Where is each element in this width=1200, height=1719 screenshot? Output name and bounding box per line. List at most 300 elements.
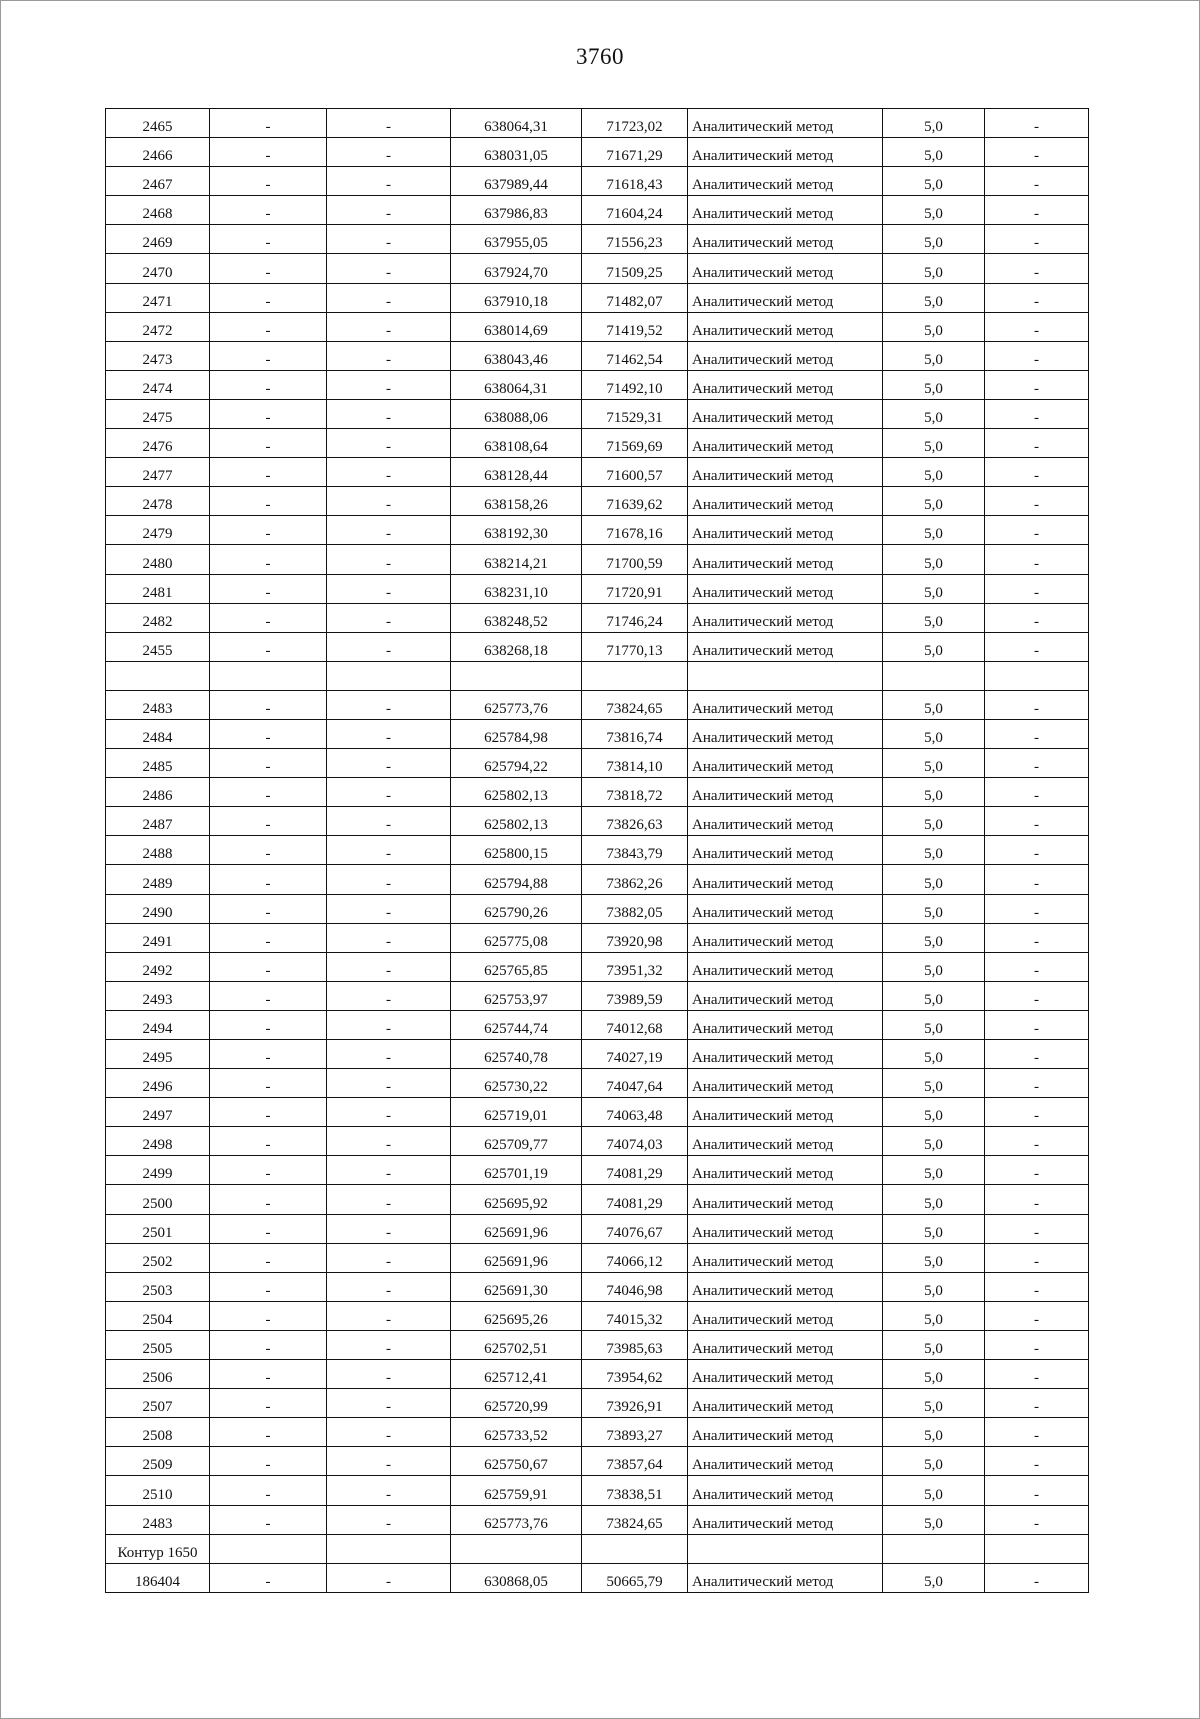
method-cell: Аналитический метод: [688, 167, 883, 196]
method-cell: Аналитический метод: [688, 807, 883, 836]
column-2-cell: -: [210, 487, 327, 516]
point-number-cell: 2500: [106, 1185, 210, 1214]
accuracy-cell: 5,0: [883, 109, 985, 138]
point-number-cell: 2490: [106, 894, 210, 923]
column-8-cell: -: [985, 1330, 1089, 1359]
table-row: [106, 1127, 1089, 1156]
accuracy-cell: 5,0: [883, 1243, 985, 1272]
x-coordinate-cell: 638108,64: [451, 429, 582, 458]
table-row: [106, 487, 1089, 516]
column-3-cell: -: [327, 923, 451, 952]
y-coordinate-cell: 71671,29: [582, 138, 688, 167]
table-row: [106, 1185, 1089, 1214]
accuracy-cell: 5,0: [883, 749, 985, 778]
method-cell: Аналитический метод: [688, 1476, 883, 1505]
column-2-cell: -: [210, 603, 327, 632]
y-coordinate-cell: 71600,57: [582, 458, 688, 487]
x-coordinate-cell: 638231,10: [451, 574, 582, 603]
method-cell: Аналитический метод: [688, 574, 883, 603]
accuracy-cell: 5,0: [883, 341, 985, 370]
table-row: [106, 283, 1089, 312]
column-2-cell: -: [210, 1069, 327, 1098]
point-number-cell: 2477: [106, 458, 210, 487]
method-cell: [688, 661, 883, 690]
column-2-cell: -: [210, 1360, 327, 1389]
x-coordinate-cell: 625719,01: [451, 1098, 582, 1127]
column-2-cell: -: [210, 1185, 327, 1214]
method-cell: Аналитический метод: [688, 1040, 883, 1069]
table-row: [106, 370, 1089, 399]
point-number-cell: 2510: [106, 1476, 210, 1505]
x-coordinate-cell: 638268,18: [451, 632, 582, 661]
point-number-cell: 2474: [106, 370, 210, 399]
point-number-cell: 2466: [106, 138, 210, 167]
method-cell: Аналитический метод: [688, 225, 883, 254]
column-8-cell: -: [985, 1185, 1089, 1214]
x-coordinate-cell: 625794,22: [451, 749, 582, 778]
method-cell: Аналитический метод: [688, 1098, 883, 1127]
x-coordinate-cell: 638064,31: [451, 109, 582, 138]
table-row: [106, 632, 1089, 661]
x-coordinate-cell: 625784,98: [451, 719, 582, 748]
x-coordinate-cell: 625794,88: [451, 865, 582, 894]
point-number-cell: 2486: [106, 778, 210, 807]
y-coordinate-cell: 73920,98: [582, 923, 688, 952]
column-3-cell: -: [327, 1214, 451, 1243]
column-3-cell: -: [327, 1185, 451, 1214]
column-3-cell: -: [327, 690, 451, 719]
point-number-cell: 2484: [106, 719, 210, 748]
x-coordinate-cell: 638248,52: [451, 603, 582, 632]
column-8-cell: -: [985, 778, 1089, 807]
method-cell: Аналитический метод: [688, 1563, 883, 1592]
y-coordinate-cell: 71720,91: [582, 574, 688, 603]
x-coordinate-cell: 637989,44: [451, 167, 582, 196]
table-row: [106, 981, 1089, 1010]
point-number-cell: 2465: [106, 109, 210, 138]
table-row: [106, 458, 1089, 487]
y-coordinate-cell: 71509,25: [582, 254, 688, 283]
point-number-cell: 2485: [106, 749, 210, 778]
column-2-cell: -: [210, 196, 327, 225]
x-coordinate-cell: 625802,13: [451, 778, 582, 807]
accuracy-cell: 5,0: [883, 283, 985, 312]
y-coordinate-cell: 74076,67: [582, 1214, 688, 1243]
column-3-cell: -: [327, 952, 451, 981]
column-2-cell: -: [210, 1010, 327, 1039]
point-number-cell: 2473: [106, 341, 210, 370]
point-number-cell: 2483: [106, 690, 210, 719]
column-2-cell: -: [210, 923, 327, 952]
x-coordinate-cell: 638128,44: [451, 458, 582, 487]
y-coordinate-cell: 73824,65: [582, 1505, 688, 1534]
column-2-cell: -: [210, 574, 327, 603]
column-8-cell: -: [985, 254, 1089, 283]
coordinates-table-body: [106, 109, 1089, 1593]
x-coordinate-cell: 625753,97: [451, 981, 582, 1010]
method-cell: Аналитический метод: [688, 1156, 883, 1185]
x-coordinate-cell: 625691,96: [451, 1243, 582, 1272]
column-3-cell: -: [327, 574, 451, 603]
x-coordinate-cell: 625695,26: [451, 1301, 582, 1330]
column-8-cell: -: [985, 429, 1089, 458]
point-number-cell: 2503: [106, 1272, 210, 1301]
method-cell: Аналитический метод: [688, 1214, 883, 1243]
accuracy-cell: 5,0: [883, 603, 985, 632]
column-8-cell: -: [985, 1505, 1089, 1534]
point-number-cell: 2502: [106, 1243, 210, 1272]
y-coordinate-cell: 73814,10: [582, 749, 688, 778]
column-3-cell: -: [327, 1272, 451, 1301]
column-2-cell: -: [210, 1127, 327, 1156]
column-2-cell: [210, 661, 327, 690]
y-coordinate-cell: 71746,24: [582, 603, 688, 632]
method-cell: Аналитический метод: [688, 1360, 883, 1389]
accuracy-cell: 5,0: [883, 1563, 985, 1592]
table-row: [106, 1214, 1089, 1243]
column-8-cell: -: [985, 836, 1089, 865]
x-coordinate-cell: 625730,22: [451, 1069, 582, 1098]
method-cell: Аналитический метод: [688, 1330, 883, 1359]
column-3-cell: -: [327, 1418, 451, 1447]
table-row: [106, 1360, 1089, 1389]
y-coordinate-cell: 73838,51: [582, 1476, 688, 1505]
column-2-cell: -: [210, 1156, 327, 1185]
table-row: [106, 1389, 1089, 1418]
column-3-cell: -: [327, 109, 451, 138]
point-number-cell: 2498: [106, 1127, 210, 1156]
method-cell: Аналитический метод: [688, 516, 883, 545]
method-cell: Аналитический метод: [688, 1069, 883, 1098]
y-coordinate-cell: 74066,12: [582, 1243, 688, 1272]
accuracy-cell: 5,0: [883, 1214, 985, 1243]
column-2-cell: -: [210, 1272, 327, 1301]
point-number-cell: 2475: [106, 399, 210, 428]
column-3-cell: -: [327, 196, 451, 225]
point-number-cell: 2488: [106, 836, 210, 865]
column-3-cell: -: [327, 1360, 451, 1389]
column-2-cell: -: [210, 952, 327, 981]
column-3-cell: -: [327, 1010, 451, 1039]
table-row: [106, 254, 1089, 283]
accuracy-cell: 5,0: [883, 632, 985, 661]
accuracy-cell: 5,0: [883, 952, 985, 981]
column-2-cell: -: [210, 545, 327, 574]
y-coordinate-cell: 71529,31: [582, 399, 688, 428]
y-coordinate-cell: 73893,27: [582, 1418, 688, 1447]
y-coordinate-cell: 74012,68: [582, 1010, 688, 1039]
point-number-cell: 2506: [106, 1360, 210, 1389]
x-coordinate-cell: 638158,26: [451, 487, 582, 516]
table-row: [106, 923, 1089, 952]
column-2-cell: -: [210, 1447, 327, 1476]
column-8-cell: -: [985, 283, 1089, 312]
y-coordinate-cell: 71723,02: [582, 109, 688, 138]
table-row: [106, 196, 1089, 225]
x-coordinate-cell: 625744,74: [451, 1010, 582, 1039]
column-8-cell: -: [985, 865, 1089, 894]
column-8-cell: -: [985, 370, 1089, 399]
y-coordinate-cell: 73862,26: [582, 865, 688, 894]
accuracy-cell: 5,0: [883, 1330, 985, 1359]
y-coordinate-cell: 74074,03: [582, 1127, 688, 1156]
column-2-cell: -: [210, 778, 327, 807]
column-2-cell: -: [210, 312, 327, 341]
column-3-cell: -: [327, 341, 451, 370]
x-coordinate-cell: 638064,31: [451, 370, 582, 399]
column-2-cell: -: [210, 341, 327, 370]
column-2-cell: -: [210, 1476, 327, 1505]
column-8-cell: -: [985, 1069, 1089, 1098]
column-2-cell: -: [210, 254, 327, 283]
method-cell: Аналитический метод: [688, 138, 883, 167]
method-cell: Аналитический метод: [688, 894, 883, 923]
accuracy-cell: 5,0: [883, 1360, 985, 1389]
column-3-cell: -: [327, 1447, 451, 1476]
column-2-cell: -: [210, 1418, 327, 1447]
column-2-cell: -: [210, 1040, 327, 1069]
column-8-cell: -: [985, 1214, 1089, 1243]
column-3-cell: -: [327, 254, 451, 283]
point-number-cell: 2491: [106, 923, 210, 952]
table-row: [106, 516, 1089, 545]
y-coordinate-cell: 71556,23: [582, 225, 688, 254]
column-8-cell: -: [985, 458, 1089, 487]
method-cell: Аналитический метод: [688, 1418, 883, 1447]
method-cell: Аналитический метод: [688, 1010, 883, 1039]
column-3-cell: [327, 661, 451, 690]
column-2-cell: -: [210, 1330, 327, 1359]
table-row: [106, 574, 1089, 603]
column-2-cell: -: [210, 429, 327, 458]
column-8-cell: -: [985, 1447, 1089, 1476]
column-3-cell: -: [327, 807, 451, 836]
column-2-cell: -: [210, 865, 327, 894]
column-3-cell: -: [327, 1563, 451, 1592]
table-row: [106, 1418, 1089, 1447]
column-8-cell: -: [985, 952, 1089, 981]
x-coordinate-cell: 637955,05: [451, 225, 582, 254]
x-coordinate-cell: 625691,30: [451, 1272, 582, 1301]
column-8-cell: -: [985, 516, 1089, 545]
column-2-cell: -: [210, 1098, 327, 1127]
y-coordinate-cell: [582, 661, 688, 690]
column-3-cell: -: [327, 1098, 451, 1127]
accuracy-cell: 5,0: [883, 1185, 985, 1214]
y-coordinate-cell: 71462,54: [582, 341, 688, 370]
method-cell: Аналитический метод: [688, 981, 883, 1010]
column-2-cell: -: [210, 719, 327, 748]
accuracy-cell: 5,0: [883, 1389, 985, 1418]
column-3-cell: -: [327, 603, 451, 632]
table-row: [106, 865, 1089, 894]
accuracy-cell: 5,0: [883, 574, 985, 603]
column-8-cell: -: [985, 1040, 1089, 1069]
column-8-cell: -: [985, 1010, 1089, 1039]
x-coordinate-cell: 638088,06: [451, 399, 582, 428]
method-cell: Аналитический метод: [688, 923, 883, 952]
accuracy-cell: 5,0: [883, 312, 985, 341]
column-3-cell: [327, 1534, 451, 1563]
column-3-cell: -: [327, 1069, 451, 1098]
x-coordinate-cell: 637910,18: [451, 283, 582, 312]
y-coordinate-cell: 71419,52: [582, 312, 688, 341]
column-8-cell: -: [985, 545, 1089, 574]
table-row: [106, 1330, 1089, 1359]
column-8-cell: -: [985, 1476, 1089, 1505]
method-cell: Аналитический метод: [688, 1272, 883, 1301]
point-number-cell: 2497: [106, 1098, 210, 1127]
accuracy-cell: 5,0: [883, 399, 985, 428]
column-8-cell: -: [985, 487, 1089, 516]
method-cell: Аналитический метод: [688, 487, 883, 516]
column-2-cell: -: [210, 632, 327, 661]
accuracy-cell: 5,0: [883, 1040, 985, 1069]
accuracy-cell: 5,0: [883, 865, 985, 894]
accuracy-cell: 5,0: [883, 719, 985, 748]
x-coordinate-cell: 630868,05: [451, 1563, 582, 1592]
point-number-cell: 2469: [106, 225, 210, 254]
x-coordinate-cell: 625691,96: [451, 1214, 582, 1243]
accuracy-cell: 5,0: [883, 1127, 985, 1156]
column-2-cell: -: [210, 836, 327, 865]
y-coordinate-cell: 73951,32: [582, 952, 688, 981]
y-coordinate-cell: 71618,43: [582, 167, 688, 196]
x-coordinate-cell: 625775,08: [451, 923, 582, 952]
table-row: [106, 1563, 1089, 1592]
x-coordinate-cell: 638214,21: [451, 545, 582, 574]
y-coordinate-cell: 50665,79: [582, 1563, 688, 1592]
y-coordinate-cell: 74046,98: [582, 1272, 688, 1301]
table-row: [106, 545, 1089, 574]
point-number-cell: 2505: [106, 1330, 210, 1359]
y-coordinate-cell: 74027,19: [582, 1040, 688, 1069]
column-2-cell: -: [210, 109, 327, 138]
column-8-cell: -: [985, 109, 1089, 138]
point-number-cell: 2504: [106, 1301, 210, 1330]
accuracy-cell: 5,0: [883, 1505, 985, 1534]
table-row: [106, 1447, 1089, 1476]
point-number-cell: 2467: [106, 167, 210, 196]
column-3-cell: -: [327, 429, 451, 458]
point-number-cell: 2479: [106, 516, 210, 545]
accuracy-cell: 5,0: [883, 458, 985, 487]
point-number-cell: 2476: [106, 429, 210, 458]
column-3-cell: -: [327, 632, 451, 661]
accuracy-cell: [883, 1534, 985, 1563]
table-row: [106, 719, 1089, 748]
method-cell: Аналитический метод: [688, 836, 883, 865]
column-2-cell: -: [210, 458, 327, 487]
x-coordinate-cell: 638043,46: [451, 341, 582, 370]
column-3-cell: -: [327, 865, 451, 894]
x-coordinate-cell: 625773,76: [451, 1505, 582, 1534]
table-row: [106, 429, 1089, 458]
y-coordinate-cell: 74063,48: [582, 1098, 688, 1127]
column-3-cell: -: [327, 399, 451, 428]
column-8-cell: -: [985, 225, 1089, 254]
y-coordinate-cell: 74081,29: [582, 1156, 688, 1185]
table-row: [106, 1010, 1089, 1039]
table-row: [106, 603, 1089, 632]
table-row: [106, 894, 1089, 923]
accuracy-cell: 5,0: [883, 1418, 985, 1447]
method-cell: Аналитический метод: [688, 370, 883, 399]
method-cell: Аналитический метод: [688, 109, 883, 138]
method-cell: Аналитический метод: [688, 545, 883, 574]
x-coordinate-cell: 638031,05: [451, 138, 582, 167]
column-8-cell: -: [985, 167, 1089, 196]
accuracy-cell: 5,0: [883, 807, 985, 836]
x-coordinate-cell: 638014,69: [451, 312, 582, 341]
column-8-cell: -: [985, 981, 1089, 1010]
column-2-cell: [210, 1534, 327, 1563]
accuracy-cell: 5,0: [883, 225, 985, 254]
y-coordinate-cell: [582, 1534, 688, 1563]
column-8-cell: -: [985, 749, 1089, 778]
column-3-cell: -: [327, 778, 451, 807]
accuracy-cell: 5,0: [883, 1476, 985, 1505]
column-8-cell: [985, 661, 1089, 690]
accuracy-cell: 5,0: [883, 487, 985, 516]
accuracy-cell: 5,0: [883, 1272, 985, 1301]
y-coordinate-cell: 73954,62: [582, 1360, 688, 1389]
x-coordinate-cell: [451, 661, 582, 690]
column-8-cell: -: [985, 399, 1089, 428]
method-cell: Аналитический метод: [688, 458, 883, 487]
point-number-cell: [106, 661, 210, 690]
column-8-cell: -: [985, 341, 1089, 370]
y-coordinate-cell: 73926,91: [582, 1389, 688, 1418]
column-8-cell: -: [985, 1127, 1089, 1156]
accuracy-cell: 5,0: [883, 370, 985, 399]
method-cell: Аналитический метод: [688, 1389, 883, 1418]
accuracy-cell: 5,0: [883, 545, 985, 574]
accuracy-cell: 5,0: [883, 923, 985, 952]
accuracy-cell: 5,0: [883, 1010, 985, 1039]
x-coordinate-cell: 637986,83: [451, 196, 582, 225]
table-row: [106, 1069, 1089, 1098]
x-coordinate-cell: 625802,13: [451, 807, 582, 836]
column-3-cell: -: [327, 545, 451, 574]
x-coordinate-cell: 637924,70: [451, 254, 582, 283]
y-coordinate-cell: 74081,29: [582, 1185, 688, 1214]
point-number-cell: 2493: [106, 981, 210, 1010]
table-row: [106, 749, 1089, 778]
x-coordinate-cell: 625759,91: [451, 1476, 582, 1505]
column-2-cell: -: [210, 370, 327, 399]
column-3-cell: -: [327, 487, 451, 516]
column-2-cell: -: [210, 283, 327, 312]
point-number-cell: 2481: [106, 574, 210, 603]
y-coordinate-cell: 71569,69: [582, 429, 688, 458]
column-3-cell: -: [327, 458, 451, 487]
point-number-cell: 186404: [106, 1563, 210, 1592]
table-separator-row: [106, 661, 1089, 690]
y-coordinate-cell: 71639,62: [582, 487, 688, 516]
column-8-cell: -: [985, 1418, 1089, 1447]
coordinates-table: [105, 108, 1089, 1593]
y-coordinate-cell: 71482,07: [582, 283, 688, 312]
y-coordinate-cell: 74015,32: [582, 1301, 688, 1330]
column-8-cell: -: [985, 603, 1089, 632]
y-coordinate-cell: 71770,13: [582, 632, 688, 661]
y-coordinate-cell: 73824,65: [582, 690, 688, 719]
point-number-cell: 2492: [106, 952, 210, 981]
point-number-cell: 2508: [106, 1418, 210, 1447]
point-number-cell: 2455: [106, 632, 210, 661]
column-3-cell: -: [327, 836, 451, 865]
